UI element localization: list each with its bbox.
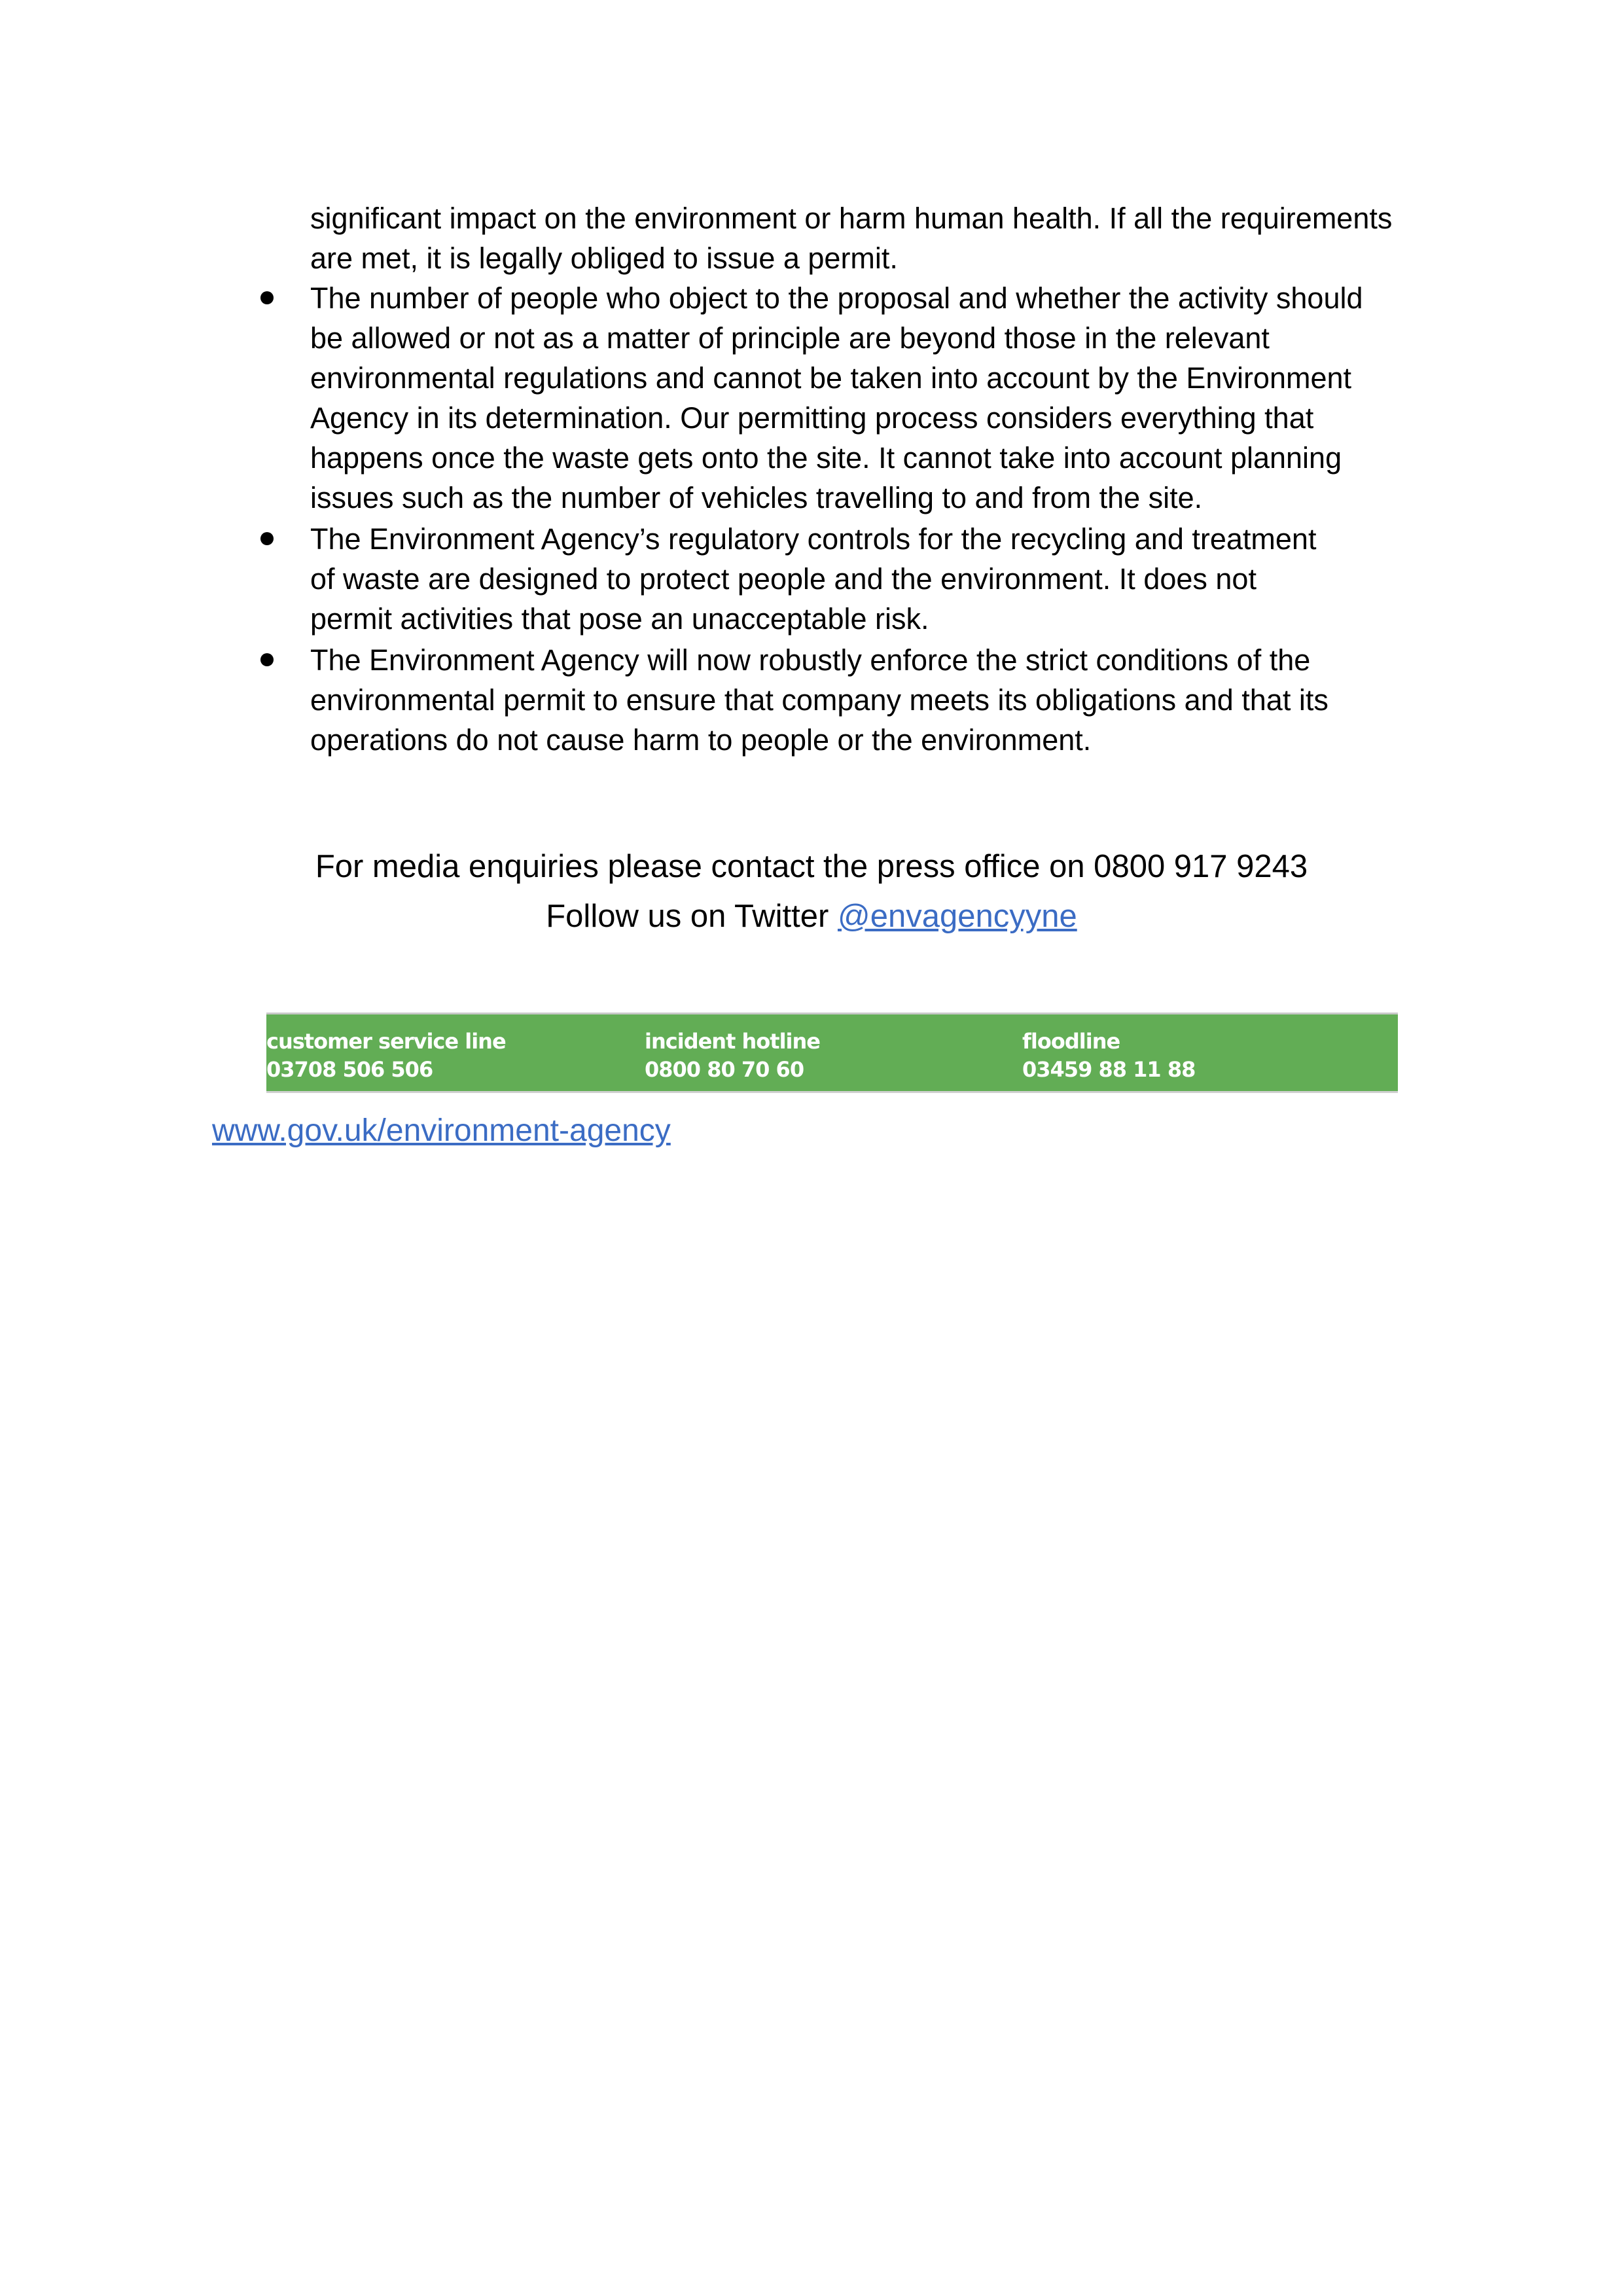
text-line: Agency in its determination. Our permitting process considers everything that	[310, 401, 1314, 435]
bullet-icon	[260, 653, 274, 666]
text-line: environmental regulations and cannot be taken into account by the Environment	[310, 361, 1352, 395]
floodline	[1022, 1028, 1195, 1084]
bullet-icon	[260, 532, 274, 545]
text-line: be allowed or not as a matter of principle are beyond those in the relevant	[310, 321, 1270, 355]
text-line: permit activities that pose an unacceptable risk.	[310, 602, 929, 636]
text-line: The Environment Agency will now robustly enforce the strict conditions of the	[310, 643, 1311, 677]
text-line: environmental permit to ensure that company meets its obligations and that its	[310, 683, 1329, 717]
text-line: are met, it is legally obliged to issue a permit.	[310, 242, 898, 275]
text-line: of waste are designed to protect people and the environment. It does not	[310, 562, 1257, 596]
contact-label: floodline	[1022, 1029, 1120, 1054]
contact-label: customer service line	[266, 1029, 506, 1054]
text-line: significant impact on the environment or harm human health. If all the requirements	[310, 202, 1393, 235]
twitter-line	[0, 898, 1623, 935]
contact-number: 0800 80 70 60	[645, 1057, 804, 1082]
text-line: operations do not cause harm to people or the environment.	[310, 723, 1092, 757]
text-line: The number of people who object to the proposal and whether the activity should	[310, 281, 1363, 315]
contact-number: 03708 506 506	[266, 1057, 433, 1082]
twitter-handle-link[interactable]: @envagencyyne	[837, 899, 1077, 934]
text-line: issues such as the number of vehicles travelling to and from the site.	[310, 481, 1203, 514]
twitter-prefix: Follow us on Twitter	[546, 899, 838, 934]
media-enquiries-line: For media enquiries please contact the press office on 0800 917 9243	[315, 849, 1308, 884]
customer-service-line	[266, 1028, 506, 1084]
website-link[interactable]: www.gov.uk/environment-agency	[212, 1113, 671, 1148]
contact-label: incident hotline	[645, 1029, 820, 1054]
incident-hotline	[645, 1028, 820, 1084]
contact-number: 03459 88 11 88	[1022, 1057, 1196, 1082]
text-line: The Environment Agency’s regulatory controls for the recycling and treatment	[310, 522, 1317, 556]
bullet-icon	[260, 291, 274, 304]
contact-numbers-bar	[266, 1013, 1398, 1093]
text-line: happens once the waste gets onto the site. It cannot take into account planning	[310, 441, 1342, 475]
